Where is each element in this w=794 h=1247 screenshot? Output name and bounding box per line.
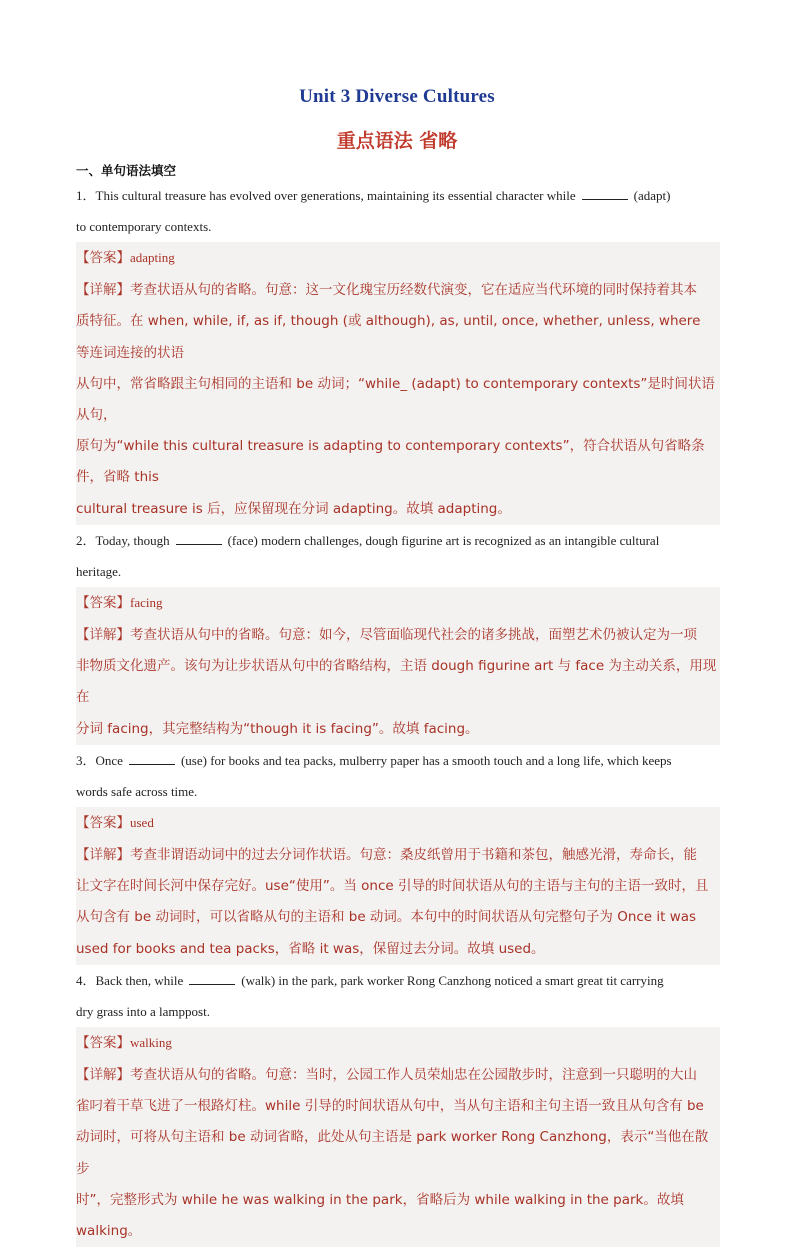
section-heading: 一、单句语法填空 — [76, 163, 177, 178]
detail-tag: 【详解】 — [76, 282, 130, 299]
question-text-hint: (walk) in the park, park worker Rong Canzhong noticed a smart great tit carrying — [241, 972, 664, 988]
answer-blank — [129, 750, 175, 765]
question-3 — [76, 745, 720, 807]
answer-box-1 — [76, 242, 720, 525]
question-number: 1． — [76, 188, 96, 203]
detail-line: 质特征。在 when, while, if, as if, though (或 although), as, until, once, whether, unless, where 等连词连接的状语 — [76, 313, 701, 361]
grammar-title: 重点语法 省略 — [336, 130, 458, 152]
question-number: 3． — [76, 752, 96, 768]
answer-value: adapting — [130, 250, 175, 265]
answer-box-3 — [76, 807, 720, 965]
question-text-hint: (adapt) — [633, 188, 671, 203]
detail-line: 让文字在时间长河中保存完好。use“使用”。当 once 引导的时间状语从句的主语与主句的主语一致时，且 — [76, 878, 709, 895]
answer-blank — [176, 530, 222, 545]
question-text: Once — [95, 752, 123, 768]
answer-value: facing — [130, 594, 163, 610]
question-number: 2． — [76, 532, 96, 548]
answer-tag: 【答案】 — [76, 1034, 130, 1051]
questions-list — [76, 180, 720, 1247]
detail-line: cultural treasure is 后，应保留现在分词 adapting。故填 adapting。 — [76, 500, 511, 517]
unit-title: Unit 3 Diverse Cultures — [299, 86, 495, 107]
question-text-cont: words safe across time. — [76, 783, 198, 799]
detail-line: 分词 facing，其完整结构为“though it is facing”。故填 facing。 — [76, 720, 479, 737]
question-number: 4． — [76, 972, 96, 988]
answer-blank — [582, 185, 628, 200]
question-2 — [76, 525, 720, 587]
question-text: This cultural treasure has evolved over generations, maintaining its essential character while — [95, 188, 576, 203]
question-text: Back then, while — [95, 972, 184, 988]
question-text-cont: heritage. — [76, 563, 122, 579]
detail-line: 考查状语从句的省略。句意：这一文化瑰宝历经数代演变，它在适应当代环境的同时保持着其本 — [130, 282, 697, 299]
answer-tag: 【答案】 — [76, 250, 130, 266]
question-text-cont: dry grass into a lamppost. — [76, 1003, 210, 1019]
answer-blank — [189, 970, 235, 985]
detail-line: 雀叼着干草飞进了一根路灯柱。while 引导的时间状语从句中，当从句主语和主句主语一致且从句含有 be — [76, 1098, 704, 1115]
detail-tag: 【详解】 — [76, 627, 130, 644]
detail-line: 时”，完整形式为 while he was walking in the park，省略后为 while walking in the park。故填 walking。 — [76, 1191, 684, 1240]
answer-value: used — [130, 814, 154, 830]
detail-tag: 【详解】 — [76, 1067, 130, 1084]
answer-tag: 【答案】 — [76, 594, 130, 611]
detail-line: 考查非谓语动词中的过去分词作状语。句意：桑皮纸曾用于书籍和茶包，触感光滑，寿命长，能 — [130, 847, 697, 864]
answer-box-4 — [76, 1027, 720, 1247]
detail-tag: 【详解】 — [76, 847, 130, 864]
question-text-cont: to contemporary contexts. — [76, 219, 212, 234]
detail-line: 动词时，可将从句主语和 be 动词省略，此处从句主语是 park worker Rong Canzhong，表示“当他在散步 — [76, 1129, 709, 1177]
detail-line: 考查状语从句中的省略。句意：如今，尽管面临现代社会的诸多挑战，面塑艺术仍被认定为一项 — [130, 627, 697, 644]
detail-line: 原句为“while this cultural treasure is adapting to contemporary contexts”，符合状语从句省略条件，省略 this — [76, 438, 705, 486]
detail-line: 考查状语从句的省略。句意：当时，公园工作人员荣灿忠在公园散步时，注意到一只聪明的大山 — [130, 1067, 697, 1084]
question-1 — [76, 180, 720, 242]
question-text-hint: (use) for books and tea packs, mulberry paper has a smooth touch and a long life, which keeps — [180, 752, 672, 768]
detail-line: 从句中，常省略跟主句相同的主语和 be 动词；“while_ (adapt) to contemporary contexts”是时间状语从句， — [76, 375, 715, 424]
question-text-hint: (face) modern challenges, dough figurine art is recognized as an intangible cultural — [227, 532, 660, 548]
answer-box-2 — [76, 587, 720, 745]
detail-line: used for books and tea packs，省略 it was，保留过去分词。故填 used。 — [76, 940, 545, 957]
question-4 — [76, 965, 720, 1027]
detail-line: 非物质文化遗产。该句为让步状语从句中的省略结构，主语 dough figurine art 与 face 为主动关系，用现在 — [76, 658, 717, 706]
answer-tag: 【答案】 — [76, 814, 130, 831]
question-text: Today, though — [95, 532, 170, 548]
detail-line: 从句含有 be 动词时，可以省略从句的主语和 be 动词。本句中的时间状语从句完整句子为 Once it was — [76, 909, 697, 926]
answer-value: walking — [130, 1034, 172, 1050]
